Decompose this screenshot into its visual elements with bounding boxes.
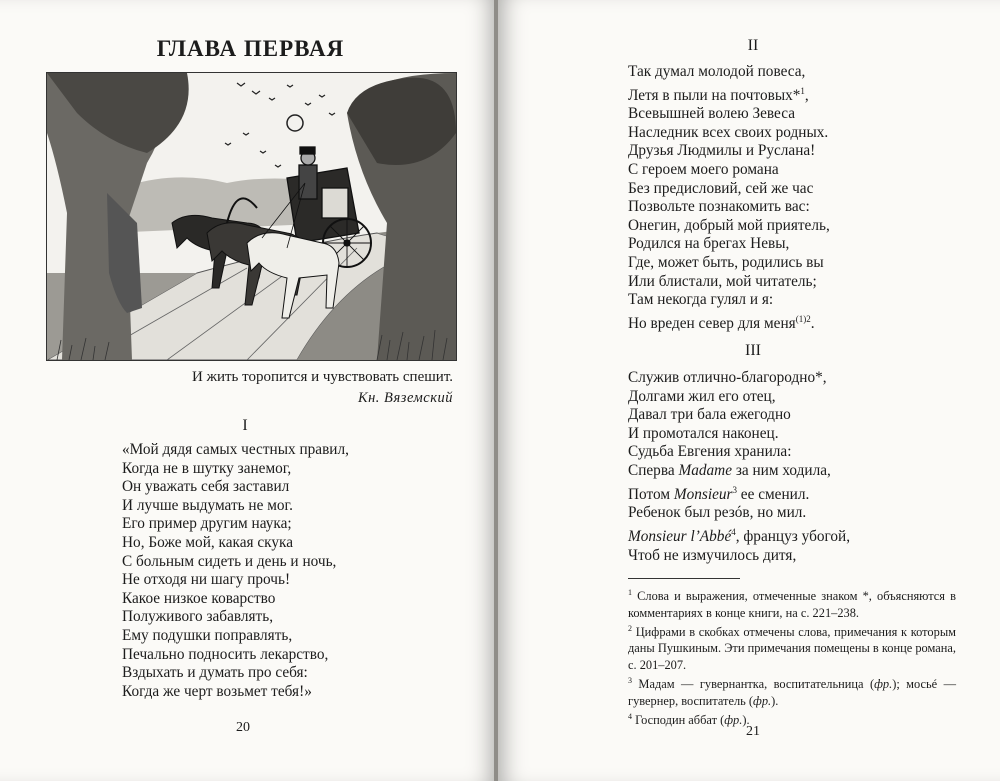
chapter-title: ГЛАВА ПЕРВАЯ — [156, 36, 345, 61]
verse-line: Но вреден север для меня$^{(1)2}$. — [628, 313, 815, 332]
verse-line: С больным сидеть и день и ночь, — [122, 552, 337, 570]
verse-line: Так думал молодой повеса, — [628, 63, 806, 80]
verse-line: Сперва Madame за ним ходила, — [628, 461, 831, 479]
footnote: $^4$ Господин аббат (фр.). — [628, 712, 750, 728]
verse-line: Потом Monsieur$^3$ ее сменил. — [628, 484, 810, 503]
verse-line: Друзья Людмилы и Руслана! — [628, 142, 816, 160]
verse-line: Долгами жил его отец, — [628, 387, 776, 405]
stanza-2-verse — [628, 63, 830, 334]
verse-line: Когда же черт возьмет тебя!» — [122, 682, 312, 700]
verse-line: Monsieur l’Abbé$^4$, француз убогой, — [628, 526, 851, 545]
verse-line: Или блистали, мой читатель; — [628, 272, 817, 290]
verse-line: Там некогда гулял и я: — [628, 291, 774, 309]
carriage-drawing — [47, 73, 456, 360]
verse-line: Давал три бала ежегодно — [628, 406, 791, 424]
epigraph-quote: И жить торопится и чувствовать спешит. — [192, 369, 453, 385]
verse-line: Но, Боже мой, какая скука — [122, 533, 294, 551]
verse-line: Служив отлично-благородно*, — [628, 369, 827, 386]
verse-line: Ребенок был резóв, но мил. — [628, 504, 807, 522]
verse-line: Онегин, добрый мой приятель, — [628, 216, 830, 234]
verse-line: Печально подносить лекарство, — [122, 645, 329, 663]
footnote: $^3$ Мадам — гувернантка, воспитательница (фр.); мосьé — гувернер, воспитатель (фр.). — [628, 676, 956, 708]
verse-line: Вздыхать и думать про себя: — [122, 664, 308, 682]
footnote-rule — [628, 578, 740, 579]
verse-line: Его пример другим наука; — [122, 515, 292, 533]
verse-line: И промотался наконец. — [628, 424, 779, 442]
verse-line: С героем моего романа — [628, 161, 779, 179]
verse-line: Родился на брегах Невы, — [628, 235, 790, 253]
verse-line: И лучше выдумать не мог. — [122, 496, 293, 514]
verse-line: Ему подушки поправлять, — [122, 626, 293, 644]
verse-line: Судьба Евгения хранила: — [628, 443, 792, 461]
stanza-1-verse — [122, 441, 349, 701]
footnotes — [628, 585, 956, 729]
page-number-right: 21 — [746, 724, 760, 739]
verse-line: Не отходя ни шагу прочь! — [122, 571, 291, 589]
epigraph-author: Кн. Вяземский — [357, 390, 453, 406]
verse-line: Позвольте познакомить вас: — [628, 198, 810, 216]
page-number-left: 20 — [236, 720, 250, 735]
verse-line: Всевышней волею Зевеса — [628, 105, 795, 123]
stanza-number-1: I — [242, 417, 248, 434]
verse-line: Летя в пыли на почтовых*$^1$, — [628, 85, 809, 104]
verse-line: Без предисловий, сей же час — [628, 179, 814, 197]
carriage-illustration — [46, 72, 457, 361]
verse-line: Наследник всех своих родных. — [628, 123, 829, 141]
verse-line: Когда не в шутку занемог, — [122, 459, 292, 477]
left-page — [0, 0, 496, 781]
footnote: $^1$ Слова и выражения, отмеченные знаком *, объясняются в комментариях в конце книги, на с. 221–238. — [628, 588, 956, 620]
verse-line: Где, может быть, родились вы — [628, 254, 824, 272]
stanza-3-verse — [628, 369, 850, 565]
verse-line: Он уважать себя заставил — [122, 478, 290, 496]
verse-line: Чтоб не измучилось дитя, — [628, 546, 797, 564]
verse-line: Полуживого забавлять, — [122, 608, 274, 626]
verse-line: «Мой дядя самых честных правил, — [122, 441, 349, 458]
stanza-number-2: II — [747, 37, 759, 54]
footnote: $^2$ Цифрами в скобках отмечены слова, примечания к которым даны Пушкиным. Эти примечания помещены в конце романа, с. 201–207. — [628, 623, 956, 672]
verse-line: Какое низкое коварство — [122, 589, 276, 607]
stanza-number-3: III — [745, 342, 761, 359]
